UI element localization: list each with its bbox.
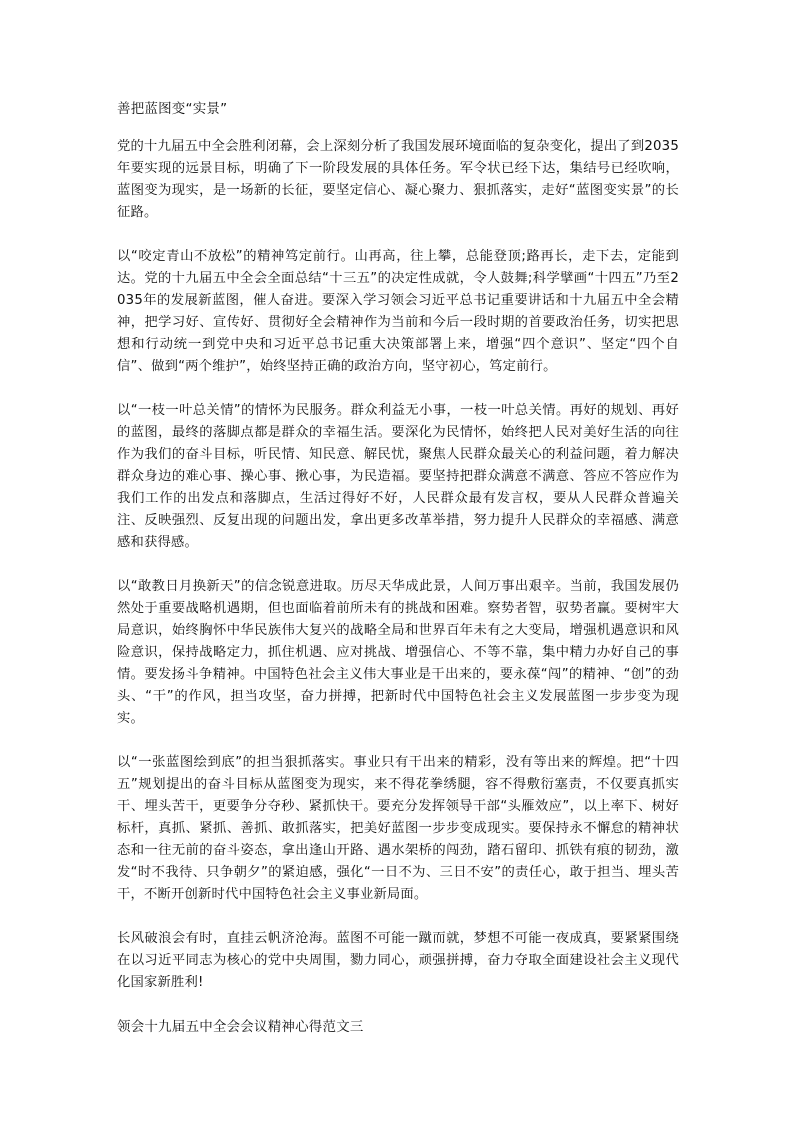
article-title: 善把蓝图变“实景”	[117, 101, 228, 117]
paragraph-riyue: 以“敢教日月换新天”的信念锐意进取。历尽天华成此景，人间万事出艰辛。当前，我国发展仍然处于重要战略机遇期，但也面临着前所未有的挑战和困难。察势者智，驭势者赢。要树牢大局意识，始终胸怀中华民族伟大复兴的战略全局和世界百年未有之大变局，增强机遇意识和风险意识，保持战略定力，抓住机遇、应对挑战、增强信心、不等不靠，集中精力办好自己的事情。要发扬斗争精神。中国特色社会主义伟大事业是干出来的，要永葆“闯”的精神、“创”的劲头、“干”的作风，担当攻坚，奋力拼搏，把新时代中国特色社会主义发展蓝图一步步变为现实。	[117, 579, 679, 726]
next-article-title: 领会十九届五中全会会议精神心得范文三	[117, 1019, 364, 1035]
paragraph-qingshan: 以“咬定青山不放松”的精神笃定前行。山再高，往上攀，总能登顶;路再长，走下去，定能到达。党的十九届五中全会全面总结“十三五”的决定性成就，令人鼓舞;科学擘画“十四五”乃至2035年的发展新蓝图，催人奋进。要深入学习领会习近平总书记重要讲话和十九届五中全会精神，把学习好、宣传好、贯彻好全会精神作为当前和今后一段时期的首要政治任务，切实把思想和行动统一到党中央和习近平总书记重大决策部署上来，增强“四个意识”、坚定“四个自信”、做到“两个维护”，始终坚持正确的政治方向，坚守初心，笃定前行。	[117, 249, 679, 374]
document-page	[117, 98, 679, 1038]
paragraph-lantu: 以“一张蓝图绘到底”的担当狠抓落实。事业只有干出来的精彩，没有等出来的辉煌。把“十四五”规划提出的奋斗目标从蓝图变为现实，来不得花拳绣腿，容不得敷衍塞责，不仅要真抓实干、埋头苦干，更要争分夺秒、紧抓快干。要充分发挥领导干部“头雁效应”，以上率下、树好标杆，真抓、紧抓、善抓、敢抓落实，把美好蓝图一步步变成现实。要保持永不懈怠的精神状态和一往无前的奋斗姿态，拿出逢山开路、遇水架桥的闯劲，踏石留印、抓铁有痕的韧劲，激发“时不我待、只争朝夕”的紧迫感，强化“一日不为、三日不安”的责任心，敢于担当、埋头苦干，不断开创新时代中国特色社会主义事业新局面。	[117, 755, 679, 902]
paragraph-conclusion: 长风破浪会有时，直挂云帆济沧海。蓝图不可能一蹴而就，梦想不可能一夜成真，要紧紧围绕在以习近平同志为核心的党中央周围，勠力同心，顽强拼搏，奋力夺取全面建设社会主义现代化国家新胜利!	[117, 931, 679, 990]
paragraph-yizhiyiye: 以“一枝一叶总关情”的情怀为民服务。群众利益无小事，一枝一叶总关情。再好的规划、再好的蓝图，最终的落脚点都是群众的幸福生活。要深化为民情怀，始终把人民对美好生活的向往作为我们的奋斗目标，听民情、知民意、解民忧，聚焦人民群众最关心的利益问题，着力解决群众身边的难心事、操心事、揪心事，为民造福。要坚持把群众满意不满意、答应不答应作为我们工作的出发点和落脚点，生活过得好不好，人民群众最有发言权，要从人民群众普遍关注、反映强烈、反复出现的问题出发，拿出更多改革举措，努力提升人民群众的幸福感、满意感和获得感。	[117, 403, 679, 550]
paragraph-intro: 党的十九届五中全会胜利闭幕，会上深刻分析了我国发展环境面临的复杂变化，提出了到2035年要实现的远景目标，明确了下一阶段发展的具体任务。军令状已经下达，集结号已经吹响，蓝图变为现实，是一场新的长征，要坚定信心、凝心聚力、狠抓落实，走好“蓝图变实景”的长征路。	[117, 139, 679, 220]
